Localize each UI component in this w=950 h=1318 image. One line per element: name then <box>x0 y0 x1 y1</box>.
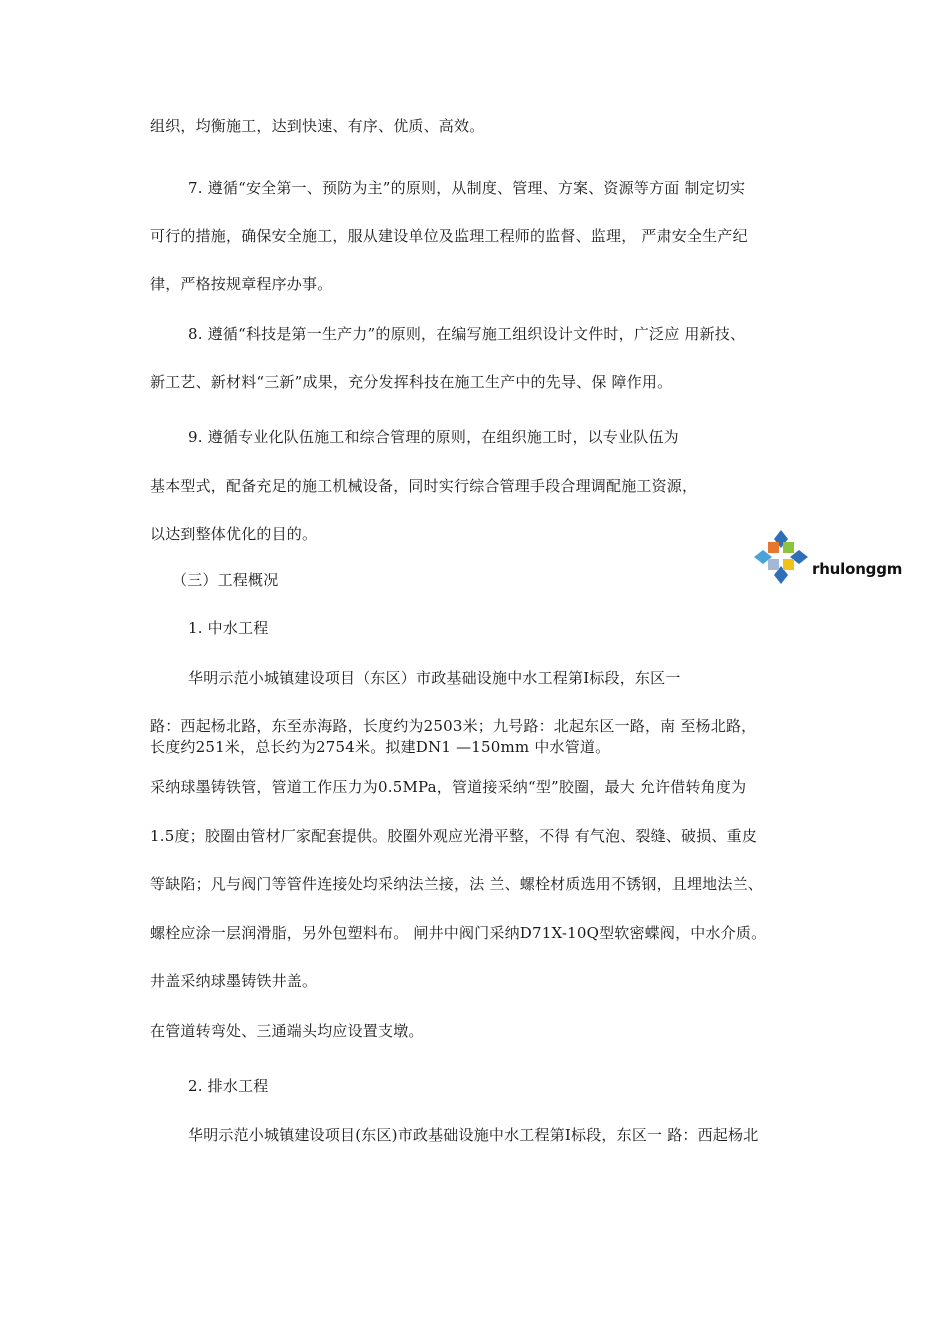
paragraph-line: 路：西起杨北路，东至赤海路，长度约为2503米；九号路：北起东区一路，南 至杨北路， <box>150 717 757 735</box>
company-logo <box>752 528 902 586</box>
paragraph-line: 以达到整体优化的目的。 <box>150 525 318 543</box>
paragraph-line: 8. 遵循“科技是第一生产力”的原则，在编写施工组织设计文件时，广泛应 用新技、 <box>188 325 746 343</box>
paragraph-line: 井盖采纳球墨铸铁井盖。 <box>150 972 318 990</box>
logo-mark-icon <box>752 528 810 586</box>
paragraph-line: 可行的措施，确保安全施工，服从建设单位及监理工程师的监督、监理， 严肃安全生产纪 <box>150 227 748 245</box>
subsection-heading: 1. 中水工程 <box>188 619 269 637</box>
paragraph-line: 9. 遵循专业化队伍施工和综合管理的原则，在组织施工时，以专业队伍为 <box>188 428 679 446</box>
paragraph-line: 华明示范小城镇建设项目(东区)市政基础设施中水工程第Ⅰ标段，东区一 路：西起杨北 <box>188 1126 759 1144</box>
logo-square-top-left <box>768 542 779 553</box>
paragraph-line: 1.5度；胶圈由管材厂家配套提供。胶圈外观应光滑平整，不得 有气泡、裂缝、破损、重皮 <box>150 827 758 845</box>
logo-text: rhulonggm <box>812 560 903 578</box>
paragraph-line: 等缺陷；凡与阀门等管件连接处均采纳法兰接，法 兰、螺栓材质选用不锈钢，且埋地法兰、 <box>150 875 763 893</box>
logo-square-bottom-left <box>768 559 779 570</box>
subsection-heading: 2. 排水工程 <box>188 1077 269 1095</box>
paragraph-line: 律，严格按规章程序办事。 <box>150 275 333 293</box>
paragraph-line: 基本型式，配备充足的施工机械设备，同时实行综合管理手段合理调配施工资源， <box>150 477 698 495</box>
paragraph-line: 7. 遵循“安全第一、预防为主”的原则，从制度、管理、方案、资源等方面 制定切实 <box>188 179 746 197</box>
paragraph-line: 长度约251米，总长约为2754米。拟建DN1 —150mm 中水管道。 <box>150 738 611 756</box>
paragraph-line: 采纳球墨铸铁管，管道工作压力为0.5MPa，管道接采纳“型”胶圈，最大 允许借转角度为 <box>150 778 747 796</box>
section-heading: （三）工程概况 <box>172 571 279 589</box>
logo-square-top-right <box>783 542 794 553</box>
paragraph-line: 螺栓应涂一层润滑脂，另外包塑料布。 闸井中阀门采纳D71X-10Q型软密蝶阀，中水介质。 <box>150 924 767 942</box>
logo-square-bottom-right <box>783 559 794 570</box>
paragraph-line: 华明示范小城镇建设项目（东区）市政基础设施中水工程第Ⅰ标段，东区一 <box>188 669 681 687</box>
paragraph-line: 组织，均衡施工，达到快速、有序、优质、高效。 <box>150 117 485 135</box>
paragraph-line: 在管道转弯处、三通端头均应设置支墩。 <box>150 1022 424 1040</box>
paragraph-line: 新工艺、新材料“三新”成果，充分发挥科技在施工生产中的先导、保 障作用。 <box>150 373 673 391</box>
